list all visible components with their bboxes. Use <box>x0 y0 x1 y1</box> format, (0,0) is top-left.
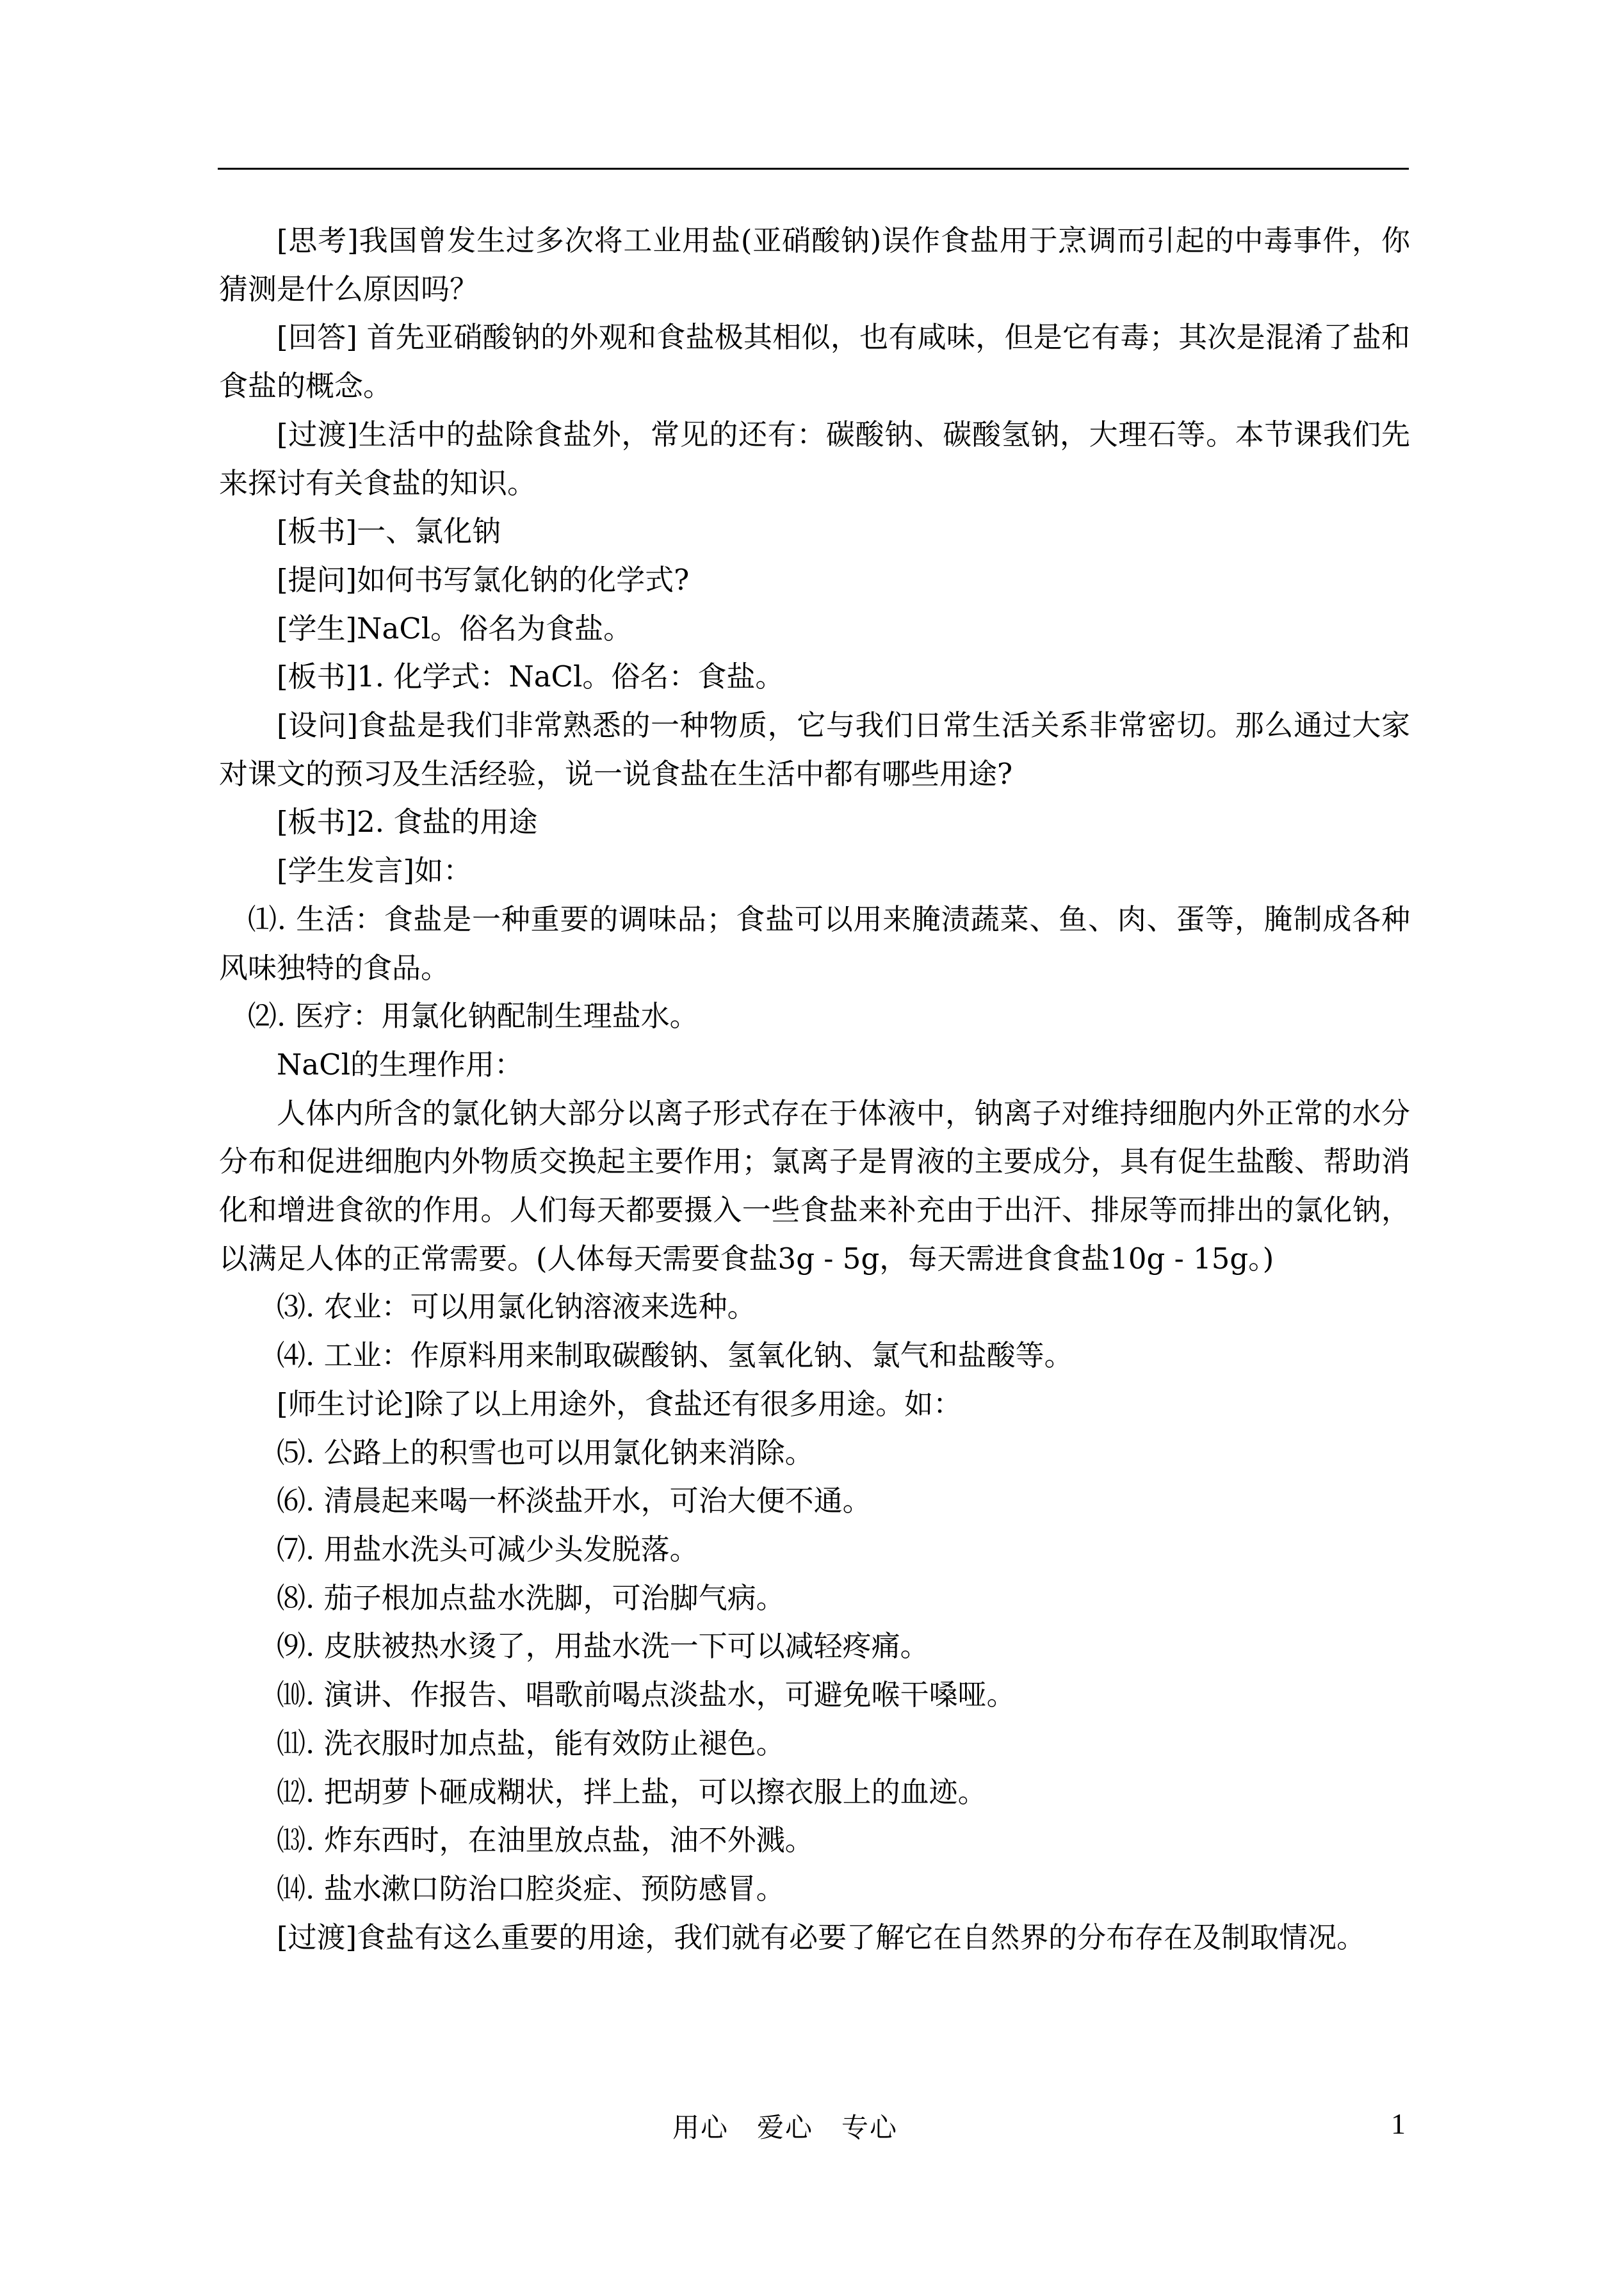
paragraph-question: [提问]如何书写氯化钠的化学式? <box>277 562 690 597</box>
list-item-10: ⑽. 演讲、作报告、唱歌前喝点淡盐水，可避免喉干嗓哑。 <box>277 1678 1016 1712</box>
paragraph-final-transition: [过渡]食盐有这么重要的用途，我们就有必要了解它在自然界的分布存在及制取情况。 <box>277 1920 1366 1954</box>
paragraph-student: [学生]NaCl。俗名为食盐。 <box>277 611 633 645</box>
paragraph-answer: [回答] 首先亚硝酸钠的外观和食盐极其相似，也有咸味，但是它有毒；其次是混淆了盐和食盐的概念。 <box>219 320 1410 403</box>
page-number: 1 <box>1391 2107 1406 2140</box>
list-item-9: ⑼. 皮肤被热水烫了，用盐水洗一下可以减轻疼痛。 <box>277 1629 929 1664</box>
list-item-7: ⑺. 用盐水洗头可减少头发脱落。 <box>277 1532 699 1566</box>
list-item-11: ⑾. 洗衣服时加点盐，能有效防止褪色。 <box>277 1726 785 1760</box>
paragraph-board-uses: [板书]2. 食盐的用途 <box>277 805 538 839</box>
list-item-industry: ⑷. 工业：作原料用来制取碳酸钠、氢氧化钠、氯气和盐酸等。 <box>277 1338 1073 1373</box>
list-item-life: ⑴. 生活：食盐是一种重要的调味品；食盐可以用来腌渍蔬菜、鱼、肉、蛋等，腌制成各种风味独特的食品。 <box>219 902 1410 985</box>
list-item-13: ⒀. 炸东西时，在油里放点盐，油不外溅。 <box>277 1823 814 1858</box>
paragraph-board-heading: [板书]一、氯化钠 <box>277 514 501 549</box>
list-item-5: ⑸. 公路上的积雪也可以用氯化钠来消除。 <box>277 1435 814 1470</box>
paragraph-transition: [过渡]生活中的盐除食盐外，常见的还有：碳酸钠、碳酸氢钠，大理石等。本节课我们先来探讨有关食盐的知识。 <box>219 417 1410 500</box>
page-footer <box>0 2107 1624 2145</box>
list-item-medical: ⑵. 医疗：用氯化钠配制生理盐水。 <box>248 999 699 1034</box>
paragraph-discussion: [师生讨论]除了以上用途外，食盐还有很多用途。如： <box>277 1386 962 1421</box>
paragraph-student-speak: [学生发言]如： <box>277 854 473 888</box>
paragraph-think: [思考]我国曾发生过多次将工业用盐(亚硝酸钠)误作食盐用于烹调而引起的中毒事件，你猜测是什么原因吗？ <box>219 223 1410 306</box>
paragraph-nacl-physiology-heading: NaCl的生理作用： <box>277 1047 524 1082</box>
list-item-6: ⑹. 清晨起来喝一杯淡盐开水，可治大便不通。 <box>277 1484 872 1518</box>
paragraph-nacl-physiology: 人体内所含的氯化钠大部分以离子形式存在于体液中，钠离子对维持细胞内外正常的水分分布和促进细胞内外物质交换起主要作用；氯离子是胃液的主要成分，具有促生盐酸、帮助消化和增进食欲的作用。人们每天都要摄入一些食盐来补充由于出汗、排尿等而排出的氯化钠，以满足人体的正常需要。(人体每天需要食盐3g - 5g，每天需进食食盐10g - 15g。) <box>219 1096 1410 1276</box>
document-body <box>219 216 1410 1961</box>
list-item-14: ⒁. 盐水漱口防治口腔炎症、预防感冒。 <box>277 1871 785 1906</box>
list-item-12: ⑿. 把胡萝卜砸成糊状，拌上盐，可以擦衣服上的血迹。 <box>277 1774 987 1809</box>
paragraph-board-formula: [板书]1. 化学式：NaCl。俗名：食盐。 <box>277 660 784 694</box>
header-rule <box>218 168 1409 170</box>
list-item-8: ⑻. 茄子根加点盐水洗脚，可治脚气病。 <box>277 1580 785 1615</box>
footer-motto: 用心 爱心 专心 <box>672 2112 898 2143</box>
paragraph-setup-question: [设问]食盐是我们非常熟悉的一种物质，它与我们日常生活关系非常密切。那么通过大家对课文的预习及生活经验，说一说食盐在生活中都有哪些用途? <box>219 708 1410 791</box>
list-item-agriculture: ⑶. 农业：可以用氯化钠溶液来选种。 <box>277 1290 756 1324</box>
